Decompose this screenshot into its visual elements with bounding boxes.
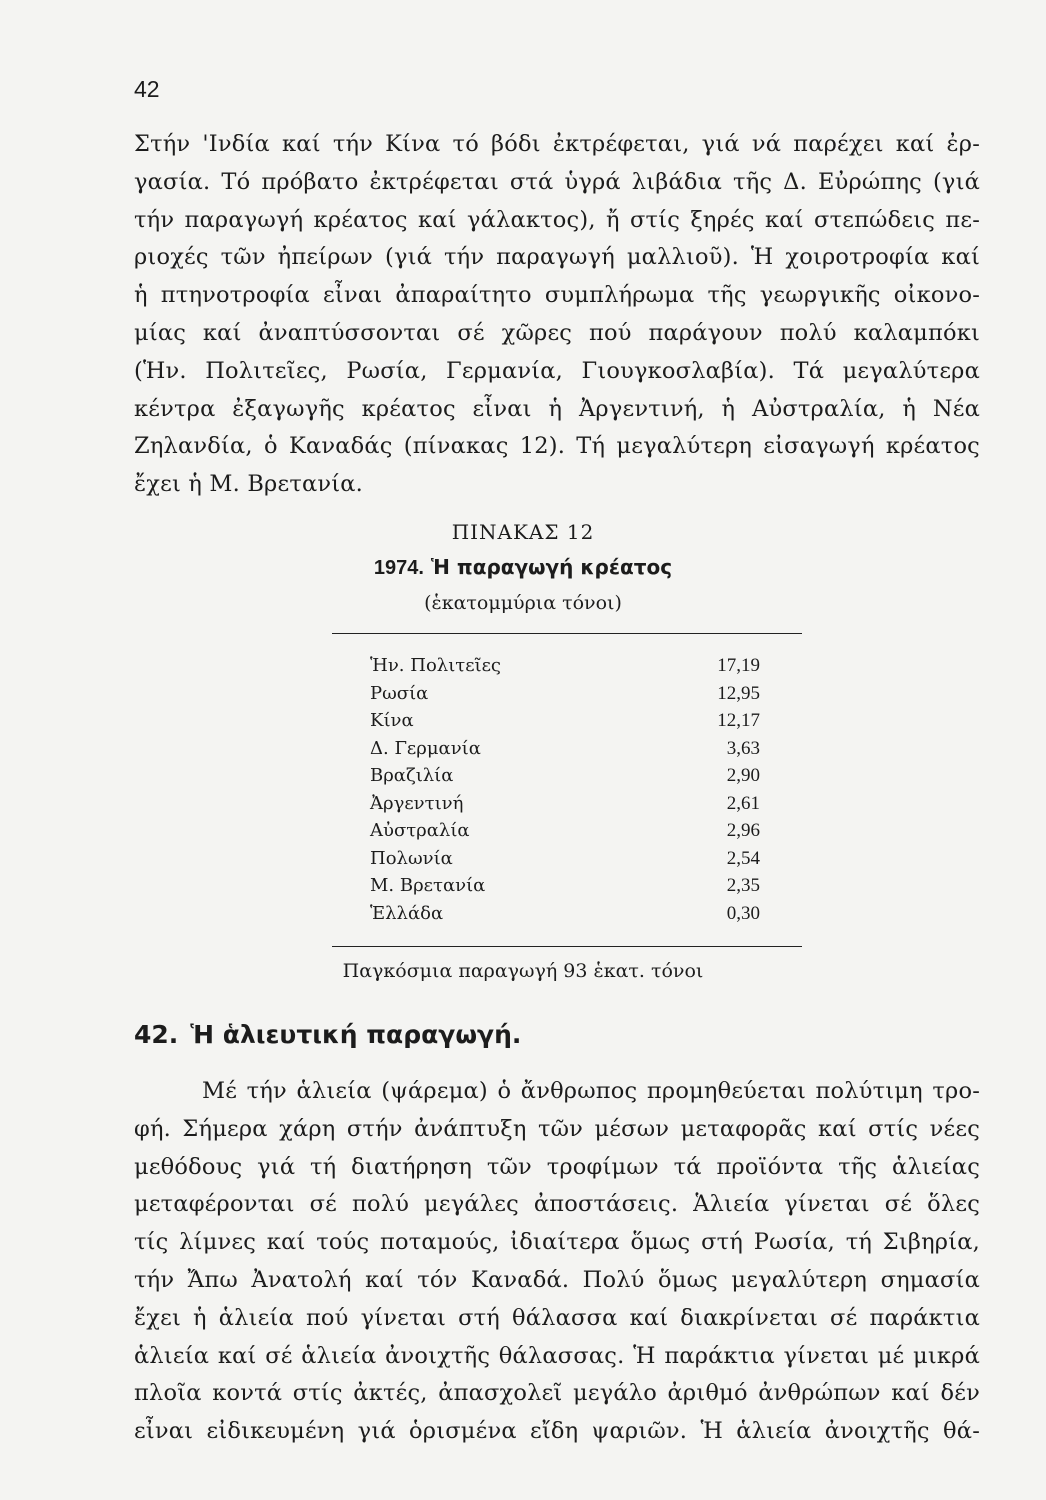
value-cell: 12,17 — [717, 710, 760, 731]
country-cell: Βραζιλία — [370, 765, 454, 786]
value-cell: 17,19 — [717, 655, 760, 676]
text-line: τήν Ἄπω Ἀνατολή καί τόν Καναδά. Πολύ ὅμως μεγαλύτερη σημασία — [134, 1266, 980, 1293]
table-row — [370, 817, 760, 845]
text-line: ἔχει ἡ Μ. Βρετανία. — [134, 471, 364, 498]
text-line: φή. Σήμερα χάρη στήν ἀνάπτυξη τῶν μέσων μεταφορᾶς καί στίς νέες — [134, 1115, 980, 1142]
country-cell: Μ. Βρετανία — [370, 875, 486, 896]
text-line: τήν παραγωγή κρέατος καί γάλακτος), ἤ στίς ξηρές καί στεπώδεις πε- — [134, 206, 980, 233]
table-footer: Παγκόσμια παραγωγή 93 ἑκατ. τόνοι — [342, 960, 704, 982]
country-cell: Ἡν. Πολιτεῖες — [370, 655, 501, 676]
country-cell: Ἑλλάδα — [370, 902, 444, 924]
table-row — [370, 680, 760, 708]
text-line: εἶναι εἰδικευμένη γιά ὁρισμένα εἴδη ψαριῶν. Ἡ ἁλιεία ἀνοιχτῆς θά- — [134, 1418, 980, 1445]
table-row — [370, 790, 760, 818]
table-row — [370, 900, 760, 928]
text-line: μεθόδους γιά τή διατήρηση τῶν τροφίμων τά προϊόντα τῆς ἁλιείας — [134, 1153, 980, 1180]
text-line: Στήν 'Ινδία καί τήν Κίνα τό βόδι ἐκτρέφεται, γιά νά παρέχει καί ἐρ- — [134, 131, 980, 157]
text-line: μεταφέρονται σέ πολύ μεγάλες ἀποστάσεις. Ἁλιεία γίνεται σέ ὅλες — [134, 1191, 980, 1218]
value-cell: 3,63 — [726, 737, 760, 759]
text-line: τίς λίμνες καί τούς ποταμούς, ἰδιαίτερα ὅμως στή Ρωσία, τή Σιβηρία, — [134, 1229, 980, 1256]
value-cell: 2,35 — [726, 875, 760, 896]
text-line: πλοῖα κοντά στίς ἀκτές, ἀπασχολεῖ μεγάλο ἀριθμό ἀνθρώπων καί δέν — [134, 1380, 980, 1407]
table-row — [370, 652, 760, 680]
text-line: Ζηλανδία, ὁ Καναδάς (πίνακας 12). Τή μεγαλύτερη εἰσαγωγή κρέατος — [134, 433, 980, 460]
text-line: κέντρα ἐξαγωγῆς κρέατος εἶναι ἡ Ἀργεντινή, ἡ Αὐστραλία, ἡ Νέα — [134, 395, 980, 422]
text-line: ἁλιεία καί σέ ἁλιεία ἀνοιχτῆς θάλασσας. Ἡ παράκτια γίνεται μέ μικρά — [134, 1342, 980, 1369]
text-line: Μέ τήν ἁλιεία (ψάρεμα) ὁ ἄνθρωπος προμηθεύεται πολύτιμη τρο- — [202, 1078, 980, 1104]
production-table — [370, 652, 760, 927]
intro-paragraph — [134, 126, 980, 504]
table-subtitle-text: Ἡ παραγωγή κρέατος — [430, 555, 673, 579]
section-heading — [134, 1020, 521, 1049]
value-cell: 2,54 — [726, 847, 760, 869]
text-line: ἔχει ἡ ἁλιεία πού γίνεται στή θάλασσα καί διακρίνεται σέ παράκτια — [134, 1304, 980, 1331]
table-row — [370, 762, 760, 790]
text-line: μίας καί ἀναπτύσσονται σέ χῶρες πού παράγουν πολύ καλαμπόκι — [134, 319, 980, 346]
table-bottom-rule — [332, 946, 802, 947]
section-number: 42. — [134, 1020, 179, 1049]
country-cell: Ρωσία — [370, 682, 429, 704]
text-line: ριοχές τῶν ἠπείρων (γιά τήν παραγωγή μαλλιοῦ). Ἡ χοιροτροφία καί — [134, 244, 980, 271]
country-cell: Αὐστραλία — [370, 820, 470, 841]
table-row — [370, 845, 760, 873]
section-title: Ἡ ἁλιευτική παραγωγή. — [190, 1020, 522, 1049]
page-number: 42 — [134, 76, 160, 102]
table-title: ΠΙΝΑΚΑΣ 12 — [451, 520, 595, 544]
value-cell: 2,90 — [726, 765, 760, 786]
table-year: 1974. — [373, 557, 424, 579]
table-row — [370, 735, 760, 763]
value-cell: 2,96 — [726, 820, 760, 841]
country-cell: Κίνα — [370, 710, 414, 731]
fishing-paragraph — [134, 1073, 980, 1451]
table-unit: (ἑκατομμύρια τόνοι) — [424, 592, 622, 614]
table-row — [370, 872, 760, 900]
country-cell: Πολωνία — [370, 847, 453, 869]
country-cell: Ἀργεντινή — [370, 792, 464, 814]
country-cell: Δ. Γερμανία — [370, 737, 481, 759]
table-subtitle — [0, 555, 1046, 580]
table-top-rule — [332, 633, 802, 634]
value-cell: 0,30 — [726, 902, 760, 924]
text-line: ἡ πτηνοτροφία εἶναι ἀπαραίτητο συμπλήρωμα τῆς γεωργικῆς οἰκονο- — [134, 282, 980, 309]
value-cell: 12,95 — [717, 682, 760, 704]
value-cell: 2,61 — [726, 792, 760, 814]
text-line: (Ἡν. Πολιτεῖες, Ρωσία, Γερμανία, Γιουγκοσλαβία). Τά μεγαλύτερα — [134, 357, 980, 384]
table-row — [370, 707, 760, 735]
text-line: γασία. Τό πρόβατο ἐκτρέφεται στά ὑγρά λιβάδια τῆς Δ. Εὐρώπης (γιά — [134, 168, 980, 195]
